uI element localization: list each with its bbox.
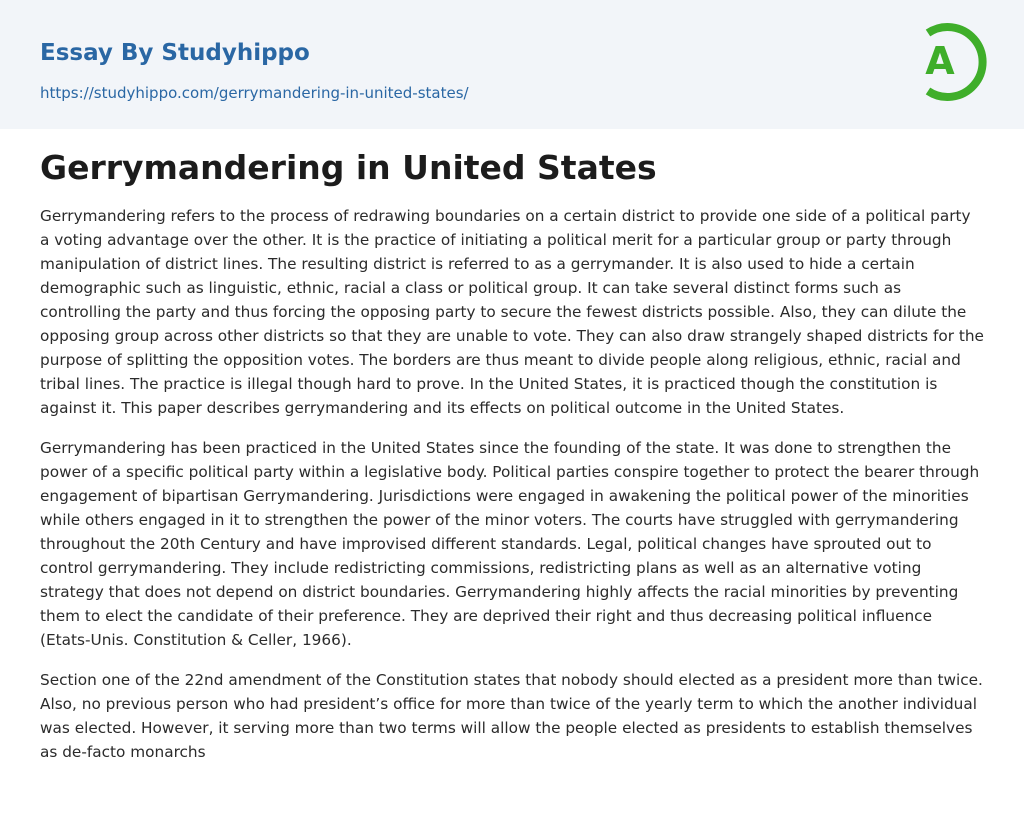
brand-title: Essay By Studyhippo	[40, 40, 310, 66]
logo-letter: A	[925, 39, 955, 83]
studyhippo-logo-icon[interactable]	[912, 18, 988, 106]
essay-url-link[interactable]: https://studyhippo.com/gerrymandering-in-united-states/	[40, 84, 469, 102]
article-title: Gerrymandering in United States	[40, 148, 657, 187]
article-paragraph: Gerrymandering has been practiced in the United States since the founding of the state. It was done to strengthen the power of a specific political party within a legislative body. Political parties conspire together to protect the bearer through engagement of bipartisan Gerrymandering. Jurisdictions were engaged in awakening the political power of the minorities while others engaged in it to strengthen the power of the minor voters. The courts have struggled with gerrymandering throughout the 20th Century and have improvised different standards. Legal, political changes have sprouted out to control gerrymandering. They include redistricting commissions, redistricting plans as well as an alternative voting strategy that does not depend on district boundaries. Gerrymandering highly affects the racial minorities by preventing them to elect the candidate of their preference. They are deprived their right and thus decreasing political influence (Etats-Unis. Constitution & Celler, 1966).	[40, 439, 980, 649]
site-header	[0, 0, 1024, 129]
article-paragraph: Gerrymandering refers to the process of redrawing boundaries on a certain district to provide one side of a political party a voting advantage over the other. It is the practice of initiating a political merit for a particular group or party through manipulation of district lines. The resulting district is referred to as a gerrymander. It is also used to hide a certain demographic such as linguistic, ethnic, racial a class or political group. It can take several distinct forms such as controlling the party and thus forcing the opposing party to secure the fewest districts possible. Also, they can dilute the opposing group across other districts so that they are unable to vote. They can also draw strangely shaped districts for the purpose of splitting the opposition votes. The borders are thus meant to divide people along religious, ethnic, racial and tribal lines. The practice is illegal though hard to prove. In the United States, it is practiced though the constitution is against it. This paper describes gerrymandering and its effects on political outcome in the United States.	[40, 207, 984, 417]
article-body	[40, 142, 984, 780]
article-paragraph: Section one of the 22nd amendment of the Constitution states that nobody should elected as a president more than twice. Also, no previous person who had president’s office for more than twice of the yearly term to which the another individual was elected. However, it serving more than two terms will allow the people elected as presidents to establish themselves as de-facto monarchs	[40, 671, 983, 761]
